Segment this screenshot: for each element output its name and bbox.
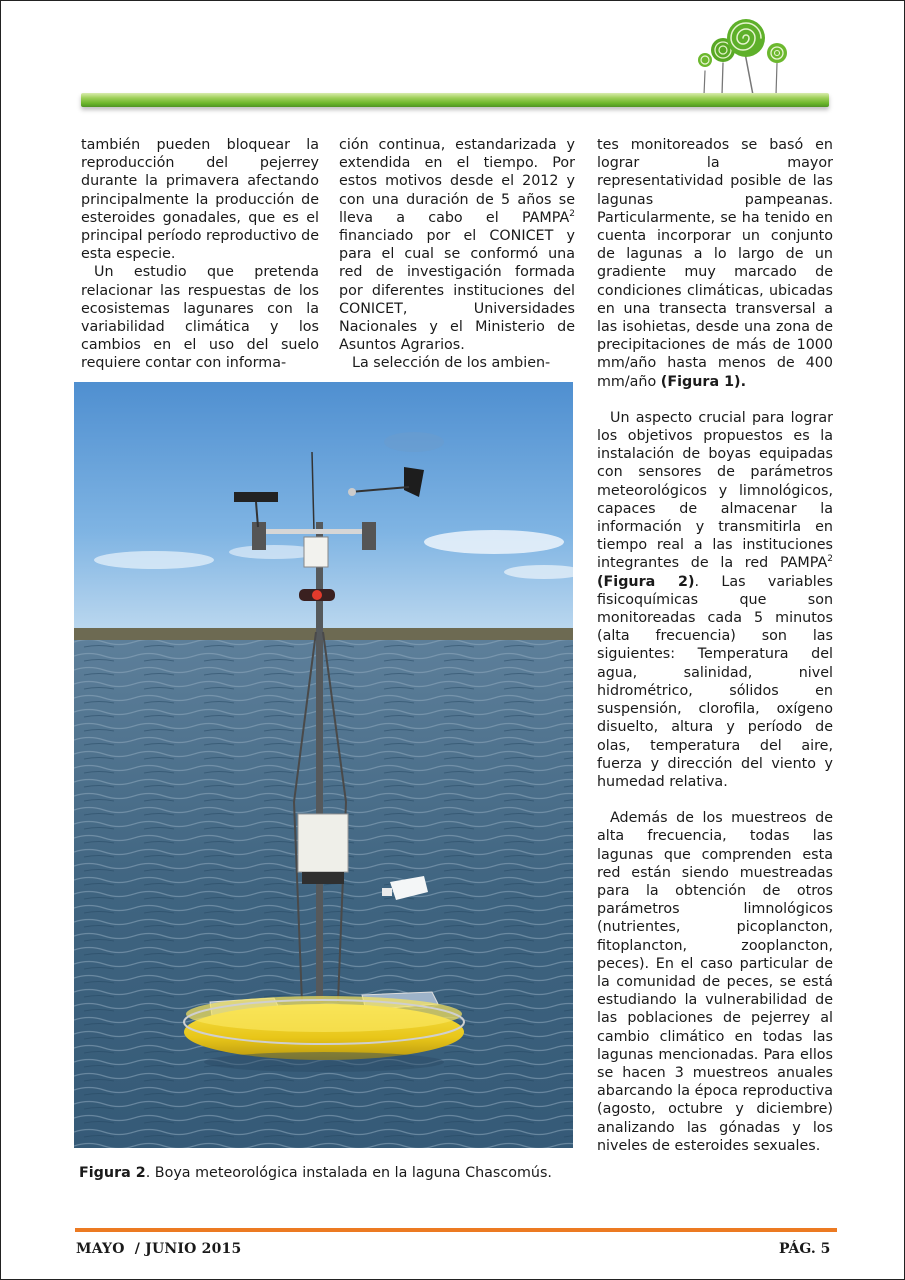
caption-text: . Boya meteorológica instalada en la laguna Chascomús. (145, 1165, 552, 1181)
text: financiado por el CONICET y para el cual se conformó una red de investigación formada por diferentes instituciones del CONICET, Universidades Nacionales y el Ministerio de Asuntos Agrarios. (339, 228, 575, 354)
paragraph (339, 136, 575, 354)
footnote-mark: 2 (827, 554, 833, 565)
paragraph: Un estudio que pretenda relacionar las respuestas de los ecosistemas lagunares con la variabilidad climática y los cambios en el uso del suelo requiere contar con informa- (81, 264, 319, 372)
tree-logo (689, 11, 799, 99)
figure-label: Figura 2 (79, 1165, 146, 1181)
text-column-1 (81, 136, 319, 373)
figure-reference: (Figura 1). (660, 373, 746, 390)
buoy-photo (74, 382, 573, 1148)
footnote-mark: 2 (569, 208, 575, 219)
header-green-band (81, 93, 829, 107)
text: . Las variables fisicoquímicas que son monitoreadas cada 5 minutos (alta frecuencia) son las siguientes: Temperatura del agua, salinidad, nivel hidrométrico, sólidos en suspensión, clorofila, oxígeno disuelto, altura y período de olas, temperatura del aire, fuerza y dirección del viento y humedad relativa. (597, 573, 833, 790)
paragraph: La selección de los ambien- (352, 355, 551, 372)
text-column-3 (597, 136, 833, 1155)
text: tes monitoreados se basó en lograr la mayor representatividad posible de las lagunas pampeanas. Particularmente, se ha tenido en cuenta incorporar un conjunto de lagunas a lo largo de un gradiente muy marcado de condiciones climáticas, ubicadas en una transecta transversal a las isohietas, desde una zona de precipitaciones de más de 1000 mm/año hasta menos de 400 mm/año (597, 137, 833, 390)
paragraph: Además de los muestreos de alta frecuencia, todas las lagunas que comprenden esta red están siendo muestreadas para la obtención de otros parámetros limnológicos (nutrientes, picoplancton, fitoplancton, zooplancton, peces). En el caso particular de la comunidad de peces, se está estudiando la vulnerabilidad de las poblaciones de pejerrey al cambio climático en todas las lagunas mencionadas. Para ellos se hacen 3 muestreos anuales abarcando la época reproductiva (agosto, octubre y diciembre) analizando las gónadas y los niveles de esteroides sexuales. (597, 810, 833, 1154)
text: ción continua, estandarizada y extendida en el tiempo. Por estos motivos desde el 2012 y con una duración de 5 años se lleva a cabo el PAMPA (339, 137, 575, 226)
figure-reference: (Figura 2) (597, 573, 695, 590)
page-number: PÁG. 5 (779, 1241, 831, 1257)
paragraph: también pueden bloquear la reproducción del pejerrey durante la primavera afectando principalmente la producción de esteroides gonadales, que es el principal período reproductivo de esta especie. (81, 137, 319, 263)
text: Un aspecto crucial para lograr los objetivos propuestos es la instalación de boyas equipadas con sensores de parámetros meteorológicos y limnológicos, capaces de almacenar la información y transmitirla en tiempo real a las instituciones integrantes de la red PAMPA (597, 409, 833, 572)
paragraph (597, 136, 833, 391)
footer-divider (75, 1228, 837, 1232)
issue-date: MAYO / JUNIO 2015 (76, 1241, 242, 1257)
figure-caption (79, 1164, 589, 1182)
paragraph (597, 409, 833, 791)
text-column-2 (339, 136, 575, 373)
